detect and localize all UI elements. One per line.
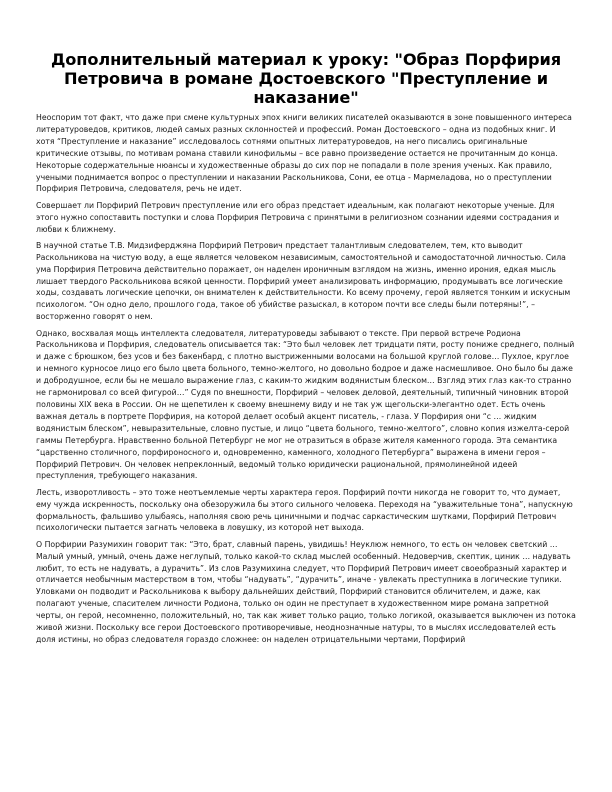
document-title: Дополнительный материал к уроку: "Образ Порфирия Петровича в романе Достоевского "Преступление и наказание" — [50, 50, 562, 108]
paragraph: Неоспорим тот факт, что даже при смене культурных эпох книги великих писателей оказываются в зоне повышенного интереса литературоведов, критиков, людей самых разных склонностей и профессий. Роман Достоевского – одна из подобных книг. И хотя “Преступление и наказание” исследовалось сотнями опытных литературоведов, на него писались оригинальные критические отзывы, по мотивам романа ставили кинофильмы – все равно произведение остается не прочитанным до конца. Некоторые содержательные нюансы и художественные образы до сих пор не попадали в поле зрения ученых. Как правило, учеными поднимается вопрос о преступлении и наказании Раскольникова, Сони, ее отца - Мармеладова, но о преступлении Порфирия Петровича, следователя, речь не идет. — [36, 113, 572, 194]
paragraph: О Порфирии Разумихин говорит так: “Это, брат, славный парень, увидишь! Неуклюж немного, то есть он человек светский … Малый умный, умный, очень даже неглупый, только какой-то склад мыслей особенный. Недоверчив, скептик, циник … надувать любит, то есть не надувать, а дурачить”. Из слов Разумихина следует, что Порфирий Петрович имеет своеобразный характер и отличается необычным мастерством в том, чтобы “надувать”, “дурачить”, иначе - увлекать преступника в логические тупики. Уловками он подводит и Раскольникова к выбору дальнейших действий, Порфирий становится обличителем, и даже, как полагают ученые, спасителем личности Родиона, только он один не преступает в художественном мире романа запретной черты, он герой, несомненно, положительный, но, так как живет только рацио, только логикой, оказывается выключен из потока живой жизни. Поскольку все герои Достоевского противоречивые, неоднозначные натуры, то в мыслях исследователей есть доля истины, но образ следователя гораздо сложнее: он наделен отрицательными чертами, Порфирий — [36, 539, 576, 645]
paragraph: Однако, восхвалая мощь интеллекта следователя, литературоведы забывают о тексте. При первой встрече Родиона Раскольникова и Порфирия, следователь описывается так: “Это был человек лет тридцати пяти, росту пониже среднего, полный и даже с брюшком, без усов и без бакенбард, с плотно выстриженными волосами на большой круглой голове… Пухлое, круглое и немного курносое лицо его было цвета больного, темно-желтого, но довольно бодрое и даже насмешливое. Оно было бы даже и добродушное, если бы не мешало выражение глаз, с каким-то жидким водянистым блеском… Взгляд этих глаз как-то странно не гармонировал со всей фигурой…” Судя по внешности, Порфирий – человек деловой, деятельный, типичный чиновник второй половины XIX века в России. Он не щепетилен к своему внешнему виду и не так уж щегольски-элегантно одет. Есть очень важная деталь в портрете Порфирия, на которой делает особый акцент писатель, - глаза. У Порфирия они “с … жидким водянистым блеском”, невыразительные, словно пустые, и лицо “цвета больного, темно-желтого”, словно копия изжелта-серой гаммы Петербурга. Нравственно больной Петербург не мог не отразиться в образе жителя каменного города. Эта семантика “царственно столичного, порфироносного и, одновременно, каменного, холодного Петербурга” выражена в имени героя – Порфирий Петрович. Он человек непреклонный, ведомый только юридически рациональной, прямолинейной идеей преступления, требующего наказания. — [36, 328, 575, 481]
paragraph: Лесть, изворотливость – это тоже неотъемлемые черты характера героя. Порфирий почти никогда не говорит то, что думает, ему чужда искренность, поскольку она обезоружила бы этого сильного человека. Переходя на “уважительные тона”, напускную формальность, фальшиво улыбаясь, наполняя свою речь циничными и подчас саркастическим шутками, Порфирий Петрович психологически пытается загнать человека в ловушку, из которой нет выхода. — [36, 487, 573, 533]
paragraph: В научной статье Т.В. Мидзиферджяна Порфирий Петрович предстает талантливым следователем, тем, кто выводит Раскольникова на чистую воду, а еще является человеком независимым, самостоятельной и самодостаточной личностью. Сила ума Порфирия Петровича действительно поражает, он наделен ироничным взглядом на жизнь, именно ирония, едкая мысль лишает твердого Раскольникова всякой ценности. Порфирий умеет анализировать информацию, продумывать все логические ходы, создавать логические цепочки, он внимателен к действительности. Ко всему прочему, герой является тонким и искусным психологом. “Он одно дело, прошлого года, такое об убийстве разыскал, в котором почти все следы были потеряны!”, – восторженно говорят о нем. — [36, 240, 571, 322]
paragraph: Совершает ли Порфирий Петрович преступление или его образ предстает идеальным, как полагают некоторые ученые. Для этого нужно сопоставить поступки и слова Порфирия Петровича с принятыми в религиозном сознании идеями сострадания и любви к ближнему. — [36, 200, 560, 234]
document-body — [36, 112, 576, 650]
